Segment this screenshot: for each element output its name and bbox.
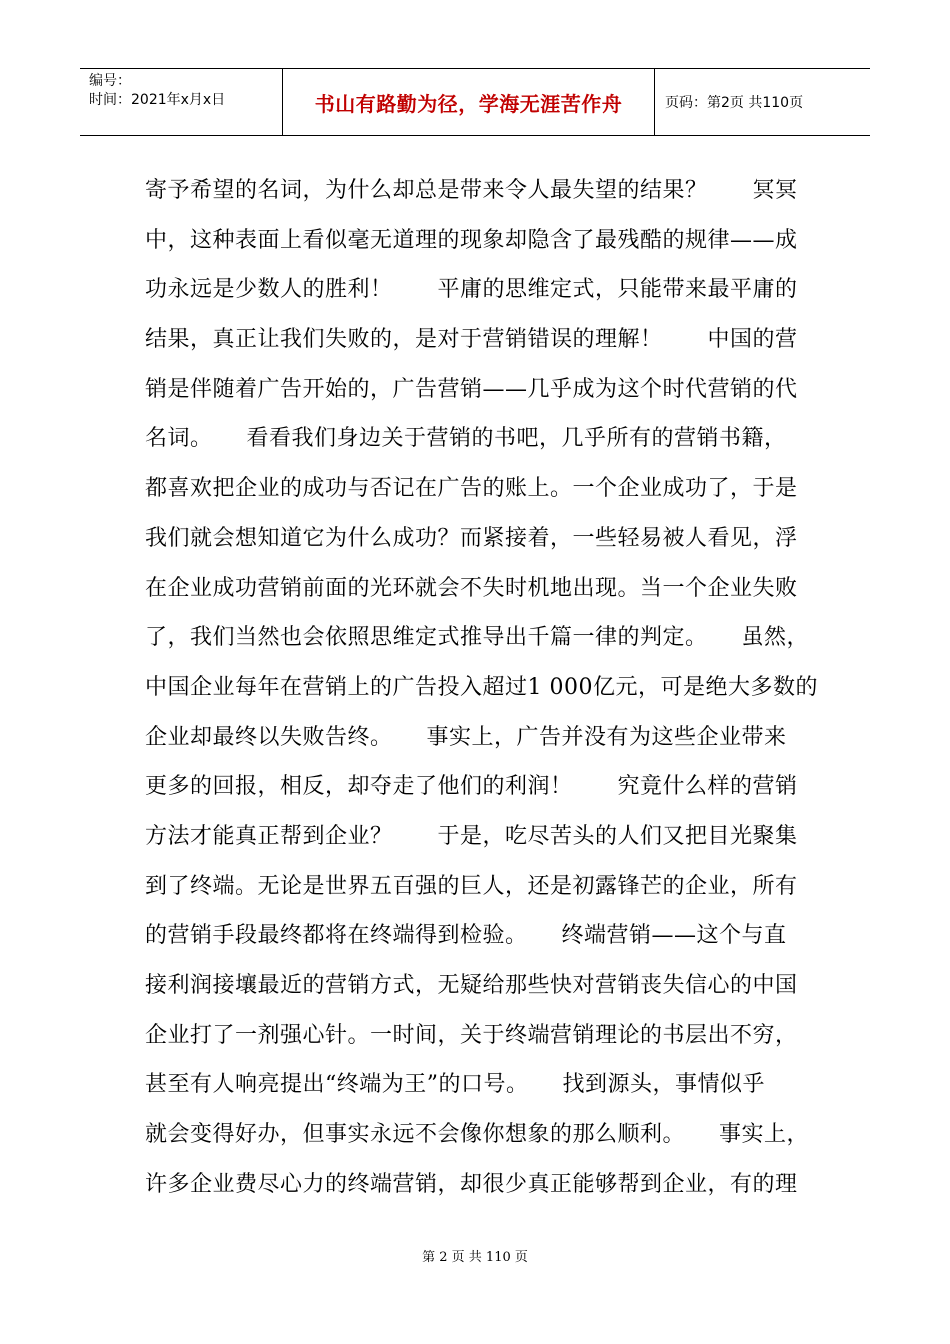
header-page-cell [655, 69, 870, 135]
document-number-label: 编号： [89, 73, 131, 89]
body-line: 许多企业费尽心力的终端营销，却很少真正能够帮到企业，有的理 [145, 1171, 798, 1197]
body-line: 在企业成功营销前面的光环就会不失时机地出现。当一个企业失败 [145, 575, 798, 601]
footer-page-number: 第 2 页 共 110 页 [422, 1250, 528, 1265]
body-line: 我们就会想知道它为什么成功？而紧接着，一些轻易被人看见，浮 [145, 525, 798, 551]
page-footer [0, 1246, 950, 1265]
body-line: 接利润接壤最近的营销方式，无疑给那些快对营销丧失信心的中国 [145, 973, 798, 998]
body-line: 都喜欢把企业的成功与否记在广告的账上。一个企业成功了，于是 [145, 476, 798, 502]
header-motto-cell [283, 69, 655, 135]
header-meta-cell [80, 69, 283, 135]
body-line: 名词。 看看我们身边关于营销的书吧，几乎所有的营销书籍， [145, 426, 787, 452]
body-line: 结果，真正让我们失败的，是对于营销错误的理解！ 中国的营 [145, 327, 798, 353]
body-line: 中国企业每年在营销上的广告投入超过1 000亿元，可是绝大多数的 [145, 674, 818, 700]
header-motto: 书山有路勤为径，学海无涯苦作舟 [314, 91, 623, 116]
body-line: 销是伴随着广告开始的，广告营销——几乎成为这个时代营销的代 [145, 376, 798, 402]
body-line: 的营销手段最终都将在终端得到检验。 终端营销——这个与直 [145, 923, 787, 949]
document-date-label: 时间：2021年x月x日 [89, 92, 226, 108]
document-body [145, 166, 845, 1209]
body-line: 甚至有人响亮提出“终端为王”的口号。 找到源头，事情似乎 [145, 1072, 765, 1098]
body-line: 更多的回报，相反，却夺走了他们的利润！ 究竟什么样的营销 [145, 774, 798, 800]
body-line: 企业打了一剂强心针。一时间，关于终端营销理论的书层出不穷， [145, 1022, 798, 1048]
page-header [80, 68, 870, 136]
body-line: 中，这种表面上看似毫无道理的现象却隐含了最残酷的规律——成 [145, 227, 798, 253]
body-line: 寄予希望的名词，为什么却总是带来令人最失望的结果？ 冥冥 [145, 178, 798, 203]
body-line: 到了终端。无论是世界五百强的巨人，还是初露锋芒的企业，所有 [145, 873, 798, 899]
body-line: 企业却最终以失败告终。 事实上，广告并没有为这些企业带来 [145, 724, 787, 750]
body-line: 就会变得好办，但事实永远不会像你想象的那么顺利。 事实上， [145, 1122, 810, 1148]
header-page-info: 页码：第2页 共110页 [665, 95, 804, 111]
body-line: 功永远是少数人的胜利！ 平庸的思维定式，只能带来最平庸的 [145, 277, 798, 303]
body-line: 方法才能真正帮到企业？ 于是，吃尽苦头的人们又把目光聚集 [145, 823, 798, 849]
body-line: 了，我们当然也会依照思维定式推导出千篇一律的判定。 虽然， [145, 625, 810, 651]
